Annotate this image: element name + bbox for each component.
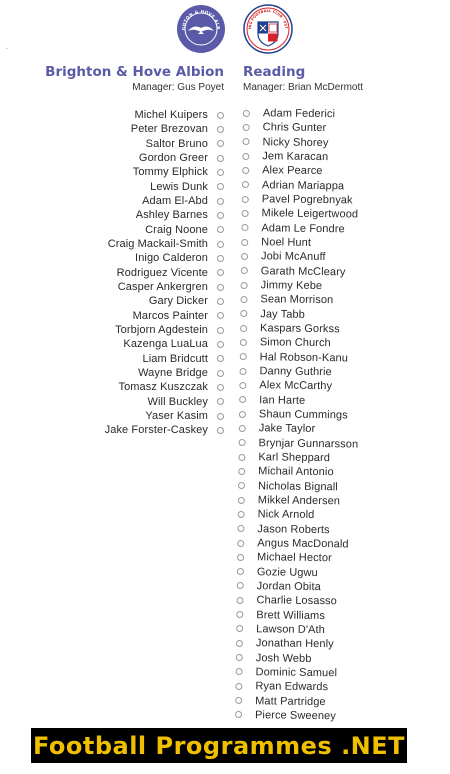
away-player-select-radio[interactable] (236, 611, 243, 618)
home-player-name: Peter Brezovan (130, 123, 208, 136)
home-player-select-radio[interactable] (217, 312, 224, 319)
away-player-row (240, 321, 360, 337)
away-player-row (235, 693, 355, 709)
home-player-row (105, 208, 224, 222)
home-player-row (105, 309, 224, 323)
home-player-select-radio[interactable] (217, 384, 224, 391)
away-player-row (238, 507, 358, 523)
away-player-row (239, 407, 359, 423)
home-player-row (105, 337, 224, 351)
away-team-name: Reading (243, 64, 306, 80)
home-player-name: Gary Dicker (148, 295, 208, 308)
home-player-row (105, 165, 224, 179)
away-player-select-radio[interactable] (240, 325, 247, 332)
away-player-row (237, 536, 357, 552)
away-player-select-radio[interactable] (235, 683, 242, 690)
away-player-select-radio[interactable] (240, 296, 247, 303)
away-player-select-radio[interactable] (241, 224, 248, 231)
home-player-row (105, 409, 224, 423)
home-player-row (105, 423, 224, 437)
away-player-row (242, 135, 362, 151)
away-player-select-radio[interactable] (242, 167, 249, 174)
away-player-row (237, 564, 357, 580)
away-squad-list (235, 106, 363, 724)
away-player-select-radio[interactable] (237, 582, 244, 589)
home-player-select-radio[interactable] (217, 298, 224, 305)
home-player-select-radio[interactable] (217, 269, 224, 276)
away-player-row (239, 378, 359, 394)
away-player-row (240, 350, 360, 366)
away-player-name: Angus MacDonald (257, 537, 349, 551)
away-player-name: Hal Robson-Kanu (259, 350, 349, 365)
away-player-select-radio[interactable] (236, 625, 243, 632)
home-player-name: Saltor Bruno (145, 137, 208, 150)
away-player-name: Michael Hector (257, 551, 332, 565)
home-player-row (105, 395, 224, 409)
away-player-name: Michail Antonio (258, 465, 334, 479)
away-player-select-radio[interactable] (241, 267, 248, 274)
away-player-name: Alex McCarthy (259, 379, 333, 393)
home-squad-list (105, 108, 224, 438)
home-player-select-radio[interactable] (217, 169, 224, 176)
away-player-select-radio[interactable] (242, 210, 249, 217)
away-player-name: Alex Pearce (262, 164, 323, 178)
away-player-name: Noel Hunt (261, 236, 312, 250)
away-player-row (238, 493, 358, 509)
home-player-select-radio[interactable] (217, 183, 224, 190)
home-player-row (105, 194, 224, 208)
away-player-select-radio[interactable] (241, 239, 248, 246)
away-player-row (241, 206, 361, 222)
home-player-name: Torbjorn Agdestein (115, 324, 208, 337)
away-player-row (235, 708, 355, 724)
home-player-select-radio[interactable] (217, 212, 224, 219)
home-player-row (105, 223, 224, 237)
home-player-select-radio[interactable] (217, 355, 224, 362)
away-player-select-radio[interactable] (239, 368, 246, 375)
away-player-select-radio[interactable] (238, 454, 245, 461)
away-player-row (236, 622, 356, 638)
brighton-crest-text: GHTON & HOVE ALB (180, 8, 222, 31)
away-player-row (238, 436, 358, 452)
away-player-name: Charlie Losasso (256, 594, 337, 608)
away-player-name: Adrian Mariappa (261, 179, 345, 193)
home-player-select-radio[interactable] (217, 255, 224, 262)
away-player-select-radio[interactable] (238, 496, 245, 503)
away-player-row (240, 335, 360, 351)
away-player-select-radio[interactable] (241, 282, 248, 289)
away-player-row (237, 550, 357, 566)
away-player-row (240, 307, 360, 323)
home-player-row (105, 237, 224, 251)
home-player-row (105, 380, 224, 394)
home-player-name: Adam El-Abd (142, 195, 208, 208)
reading-crest-icon (243, 4, 293, 54)
home-player-select-radio[interactable] (217, 413, 224, 420)
home-player-select-radio[interactable] (217, 140, 224, 147)
away-player-name: Nick Arnold (257, 508, 315, 522)
away-player-row (241, 264, 361, 280)
away-manager: Manager: Brian McDermott (243, 82, 364, 93)
away-player-select-radio[interactable] (243, 124, 250, 131)
away-player-select-radio[interactable] (237, 525, 244, 532)
home-player-name: Craig Noone (145, 223, 208, 236)
away-player-row (236, 607, 356, 623)
margin-mark: - (6, 46, 8, 52)
away-player-name: Simon Church (259, 336, 331, 350)
home-player-row (105, 108, 224, 122)
home-manager: Manager: Gus Poyet (132, 82, 224, 93)
away-player-name: Nicky Shorey (262, 136, 329, 149)
away-player-select-radio[interactable] (239, 396, 246, 403)
away-player-row (236, 650, 356, 666)
away-player-select-radio[interactable] (239, 425, 246, 432)
away-player-name: Pavel Pogrebnyak (261, 193, 353, 207)
home-player-select-radio[interactable] (217, 126, 224, 133)
home-player-row (105, 122, 224, 136)
away-player-name: Jem Karacan (262, 150, 329, 164)
home-player-select-radio[interactable] (217, 341, 224, 348)
reading-crest-text: ING FOOTBALL CLUB · EST (247, 8, 289, 30)
away-player-row (242, 163, 362, 179)
home-player-row (105, 366, 224, 380)
away-player-select-radio[interactable] (239, 439, 246, 446)
away-player-name: Matt Partridge (255, 694, 326, 708)
brighton-crest-icon (176, 4, 226, 54)
away-player-row (241, 278, 361, 294)
away-player-name: Ryan Edwards (255, 680, 329, 694)
away-player-name: Jordan Obita (256, 580, 321, 594)
away-player-name: Dominic Samuel (255, 666, 338, 680)
home-player-name: Jake Forster-Caskey (104, 424, 208, 437)
away-player-select-radio[interactable] (237, 554, 244, 561)
away-player-select-radio[interactable] (240, 339, 247, 346)
away-player-row (239, 393, 359, 409)
home-player-select-radio[interactable] (217, 427, 224, 434)
away-player-row (237, 521, 357, 537)
away-player-name: Jobi McAnuff (260, 250, 326, 264)
away-player-select-radio[interactable] (236, 654, 243, 661)
away-player-name: Karl Sheppard (258, 451, 331, 465)
away-player-name: Jay Tabb (260, 307, 305, 321)
home-player-name: Wayne Bridge (138, 367, 208, 380)
home-player-select-radio[interactable] (217, 112, 224, 119)
home-player-name: Marcos Painter (132, 309, 208, 322)
home-player-select-radio[interactable] (217, 327, 224, 334)
away-player-row (238, 464, 358, 480)
away-player-select-radio[interactable] (236, 668, 243, 675)
away-player-name: Adam Federici (262, 107, 336, 121)
home-player-select-radio[interactable] (217, 241, 224, 248)
away-player-select-radio[interactable] (242, 181, 249, 188)
away-player-select-radio[interactable] (238, 482, 245, 489)
away-player-select-radio[interactable] (235, 711, 242, 718)
home-player-select-radio[interactable] (217, 284, 224, 291)
home-player-select-radio[interactable] (217, 155, 224, 162)
away-player-row (237, 579, 357, 595)
away-player-name: Mikele Leigertwood (261, 207, 359, 221)
home-player-name: Kazenga LuaLua (123, 338, 208, 351)
home-player-name: Inigo Calderon (135, 252, 208, 265)
away-player-row (238, 450, 358, 466)
away-player-name: Shaun Cummings (258, 408, 348, 422)
banner-text: Football Programmes .NET (32, 731, 406, 760)
away-player-name: Garath McCleary (260, 265, 346, 279)
away-player-row (236, 593, 356, 609)
home-player-name: Lewis Dunk (150, 180, 208, 193)
away-player-select-radio[interactable] (236, 640, 243, 647)
away-player-row (236, 636, 356, 652)
away-player-select-radio[interactable] (242, 153, 249, 160)
away-player-select-radio[interactable] (239, 382, 246, 389)
away-player-select-radio[interactable] (243, 110, 250, 117)
away-player-row (243, 106, 363, 122)
away-player-select-radio[interactable] (237, 568, 244, 575)
away-player-row (241, 221, 361, 237)
home-player-name: Yaser Kasim (145, 410, 208, 423)
away-player-row (241, 235, 361, 251)
away-player-name: Ian Harte (259, 393, 306, 407)
away-player-select-radio[interactable] (242, 196, 249, 203)
away-player-row (241, 249, 361, 265)
away-player-name: Josh Webb (255, 651, 312, 665)
home-player-select-radio[interactable] (217, 370, 224, 377)
home-player-name: Liam Bridcutt (142, 352, 208, 365)
home-player-name: Tomasz Kuszczak (118, 381, 208, 394)
away-player-row (242, 178, 362, 194)
home-team-name: Brighton & Hove Albion (45, 64, 224, 80)
away-player-name: Jimmy Kebe (260, 279, 323, 293)
away-player-select-radio[interactable] (236, 597, 243, 604)
away-player-name: Jason Roberts (257, 522, 330, 536)
home-player-select-radio[interactable] (217, 198, 224, 205)
home-player-name: Tommy Elphick (132, 166, 208, 179)
away-player-name: Adam Le Fondre (261, 222, 345, 236)
away-player-name: Brett Williams (256, 608, 326, 622)
home-player-row (105, 294, 224, 308)
away-player-name: Sean Morrison (260, 293, 334, 307)
home-player-row (105, 280, 224, 294)
home-player-name: Rodriguez Vicente (116, 266, 208, 279)
away-player-name: Chris Gunter (262, 121, 327, 135)
away-player-select-radio[interactable] (237, 539, 244, 546)
home-player-row (105, 266, 224, 280)
away-player-select-radio[interactable] (239, 411, 246, 418)
away-player-select-radio[interactable] (235, 697, 242, 704)
away-player-name: Jake Taylor (258, 422, 316, 436)
home-player-name: Will Buckley (147, 395, 208, 408)
home-player-name: Michel Kuipers (134, 109, 208, 122)
home-player-row (105, 323, 224, 337)
away-player-name: Gozie Ugwu (256, 565, 318, 579)
home-player-row (105, 151, 224, 165)
away-player-name: Mikkel Andersen (257, 494, 341, 508)
away-player-row (235, 679, 355, 695)
away-player-select-radio[interactable] (240, 353, 247, 360)
away-player-select-radio[interactable] (238, 511, 245, 518)
home-player-row (105, 251, 224, 265)
home-player-row (105, 180, 224, 194)
home-player-name: Craig Mackail-Smith (107, 238, 208, 251)
home-player-select-radio[interactable] (217, 398, 224, 405)
away-player-name: Kaspars Gorkss (260, 322, 340, 336)
away-player-row (242, 149, 362, 165)
away-player-name: Nicholas Bignall (257, 479, 338, 493)
away-player-name: Brynjar Gunnarsson (258, 436, 359, 451)
home-player-name: Casper Ankergren (117, 281, 208, 294)
away-player-row (235, 665, 355, 681)
away-player-row (238, 478, 358, 494)
away-player-row (239, 421, 359, 437)
away-player-name: Lawson D'Ath (256, 623, 325, 637)
home-player-select-radio[interactable] (217, 226, 224, 233)
home-player-row (105, 137, 224, 151)
away-player-select-radio[interactable] (241, 253, 248, 260)
away-player-name: Danny Guthrie (259, 365, 332, 379)
away-player-row (240, 292, 360, 308)
home-player-name: Ashley Barnes (135, 209, 208, 222)
away-player-row (243, 120, 363, 136)
home-player-row (105, 352, 224, 366)
home-player-name: Gordon Greer (138, 152, 208, 165)
away-player-row (239, 364, 359, 380)
away-player-name: Jonathan Henly (255, 637, 334, 651)
away-player-select-radio[interactable] (242, 138, 249, 145)
away-player-name: Pierce Sweeney (254, 709, 336, 723)
away-player-select-radio[interactable] (240, 310, 247, 317)
footer-banner (31, 728, 407, 763)
away-player-row (242, 192, 362, 208)
away-player-select-radio[interactable] (238, 468, 245, 475)
